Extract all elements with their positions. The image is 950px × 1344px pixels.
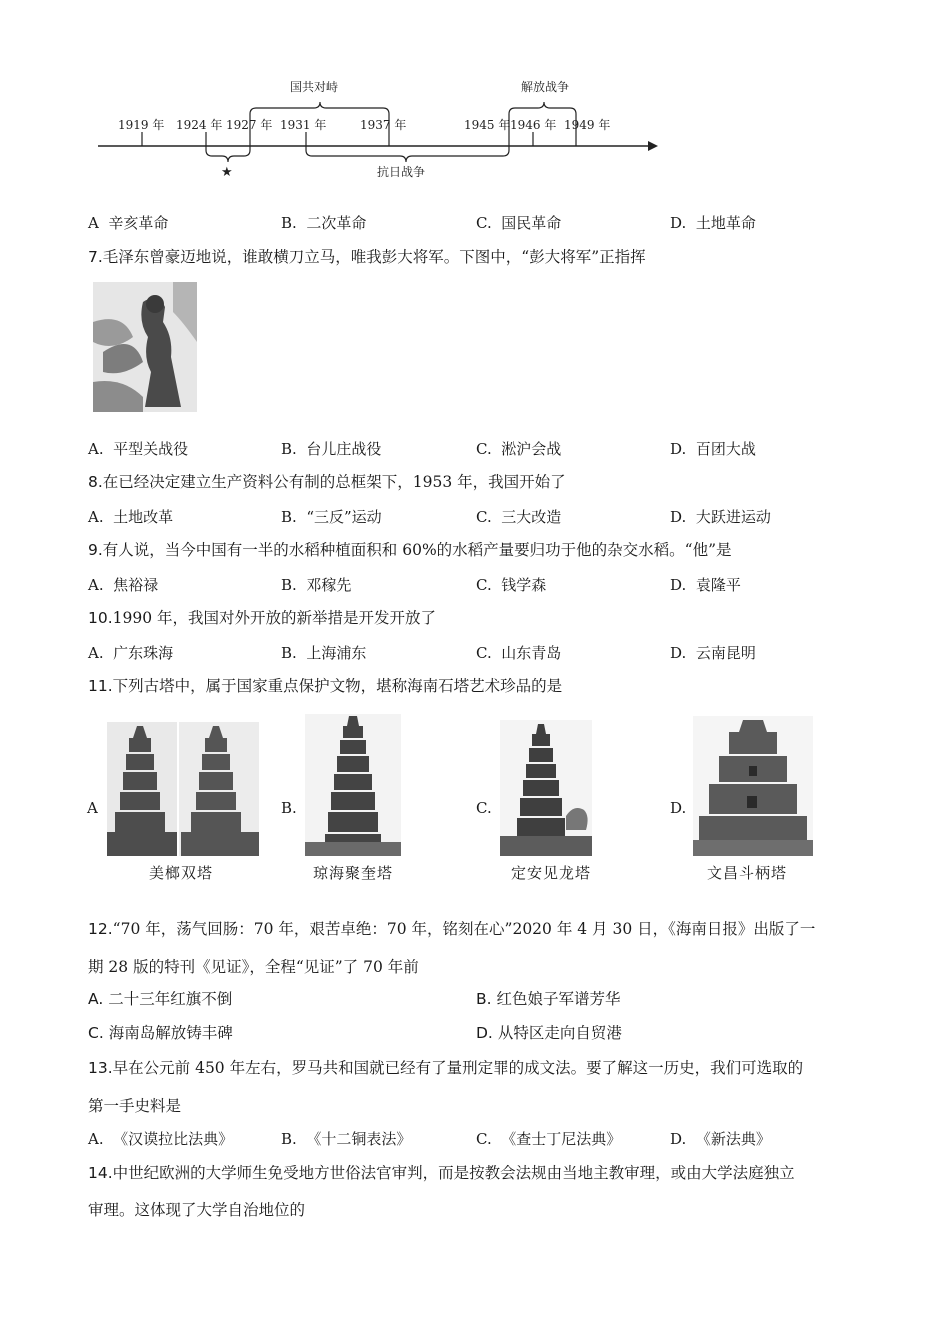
option-letter: C. [88,1024,104,1042]
q13-option-a[interactable] [88,1129,233,1149]
q11-stem [88,675,562,697]
qionghai-jukui-pagoda-image [305,714,401,856]
year-1924: 1924 年 [176,118,223,132]
q7-option-c[interactable] [476,439,561,459]
meilang-twin-pagoda-image [107,722,259,856]
option-text: 《查士丁尼法典》 [501,1130,622,1148]
option-letter: A. [88,990,104,1008]
option-text: 《汉谟拉比法典》 [113,1130,234,1148]
question-number: 7. [88,248,103,266]
peng-dehuai-photo [93,282,197,412]
option-letter: B. [281,508,297,526]
year-1945: 1945 年 [464,118,511,132]
year-1946: 1946 年 [510,118,557,132]
q14-stem-line2: 审理。这体现了大学自治地位的 [88,1201,306,1219]
question-text: 毛泽东曾豪迈地说，谁敢横刀立马，唯我彭大将军。下图中，“彭大将军”正指挥 [102,248,646,266]
year-1949: 1949 年 [564,118,611,132]
q8-option-d[interactable] [670,507,771,527]
option-letter: A. [88,576,104,594]
q12-stem-line1 [88,918,815,940]
question-text: 在已经决定建立生产资料公有制的总框架下，1953 年，我国开始了 [102,473,566,491]
option-letter: B. [281,1130,297,1148]
option-letter: B. [476,990,492,1008]
option-letter: C. [476,1130,492,1148]
q12-option-c[interactable] [88,1022,233,1044]
option-letter: C. [476,644,492,662]
star-marker: ★ [221,165,233,180]
q6-option-c[interactable] [476,213,561,233]
question-text: 下列古塔中，属于国家重点保护文物，堪称海南石塔艺术珍品的是 [112,677,563,695]
question-number: 13. [88,1059,113,1077]
option-letter: A. [88,508,104,526]
option-letter: D. [670,1130,687,1148]
option-letter: B. [281,576,297,594]
caption-wenchang: 文昌斗柄塔 [707,864,788,882]
option-text: 国民革命 [501,214,562,232]
q11-option-a-letter[interactable]: A [87,799,98,817]
q8-option-a[interactable] [88,507,173,527]
option-text: 淞沪会战 [501,440,562,458]
option-text: 钱学森 [501,576,547,594]
q6-option-d[interactable] [670,213,756,233]
q8-stem [88,471,566,493]
option-text: 袁隆平 [695,576,741,594]
q7-option-d[interactable] [670,439,756,459]
option-text: 百团大战 [695,440,756,458]
option-text: 红色娘子军谱芳华 [496,990,621,1008]
question-number: 9. [88,541,103,559]
q10-option-d[interactable] [670,643,756,663]
option-text: 《十二铜表法》 [306,1130,412,1148]
option-letter: A. [88,440,104,458]
question-number: 14. [88,1164,113,1182]
q7-option-a[interactable] [88,439,188,459]
q6-option-a[interactable] [88,213,168,233]
q13-stem-line1 [88,1057,803,1079]
option-text: 平型关战役 [113,440,189,458]
question-number: 8. [88,473,103,491]
option-letter: C. [476,440,492,458]
option-text: 上海浦东 [306,644,367,662]
option-letter: A. [88,1130,104,1148]
option-text: 焦裕禄 [113,576,159,594]
option-text: 三大改造 [501,508,562,526]
option-text: 土地革命 [695,214,756,232]
q14-stem-line1 [88,1162,795,1184]
q9-stem [88,539,732,561]
question-text: 1990 年，我国对外开放的新举措是开发开放了 [112,609,437,627]
option-text: 台儿庄战役 [306,440,382,458]
q12-stem-line2: 期 28 版的特刊《见证》，全程“见证”了 70 年前 [88,958,419,976]
option-text: 二次革命 [306,214,367,232]
option-letter: D. [670,214,687,232]
brace-label-civil-confrontation: 国共对峙 [290,80,339,94]
question-number: 12. [88,920,113,938]
q12-option-b[interactable] [476,988,621,1010]
caption-dingan: 定安见龙塔 [511,864,592,882]
option-text: 辛亥革命 [108,214,169,232]
option-text: 海南岛解放铸丰碑 [108,1024,233,1042]
option-text: “三反”运动 [306,508,382,526]
option-letter: D. [670,508,687,526]
question-text: 中世纪欧洲的大学师生免受地方世俗法官审判，而是按教会法规由当地主教审理，或由大学法庭独立 [112,1164,795,1182]
brace-label-liberation-war: 解放战争 [521,80,570,94]
q10-option-a[interactable] [88,643,173,663]
caption-qionghai: 琼海聚奎塔 [313,864,394,882]
year-1937: 1937 年 [360,118,407,132]
q11-option-b-letter[interactable]: B. [281,799,297,817]
q9-option-c[interactable] [476,575,546,595]
q8-option-b[interactable] [281,507,382,527]
option-letter: C. [476,508,492,526]
q13-option-d[interactable] [670,1129,771,1149]
option-letter: C. [476,214,492,232]
option-letter: A [88,214,99,232]
option-letter: D. [670,644,687,662]
q7-stem [88,246,646,268]
timeline-figure [90,70,670,185]
q10-stem [88,607,436,629]
q13-option-c[interactable] [476,1129,621,1149]
q13-stem-line2: 第一手史料是 [88,1097,182,1115]
option-text: 土地改革 [113,508,174,526]
q7-option-b[interactable] [281,439,381,459]
question-text: “70 年，荡气回肠：70 年，艰苦卓绝：70 年，铭刻在心”2020 年 4 月 30 日，《海南日报》出版了一 [112,920,816,938]
option-letter: D. [670,576,687,594]
q12-option-d[interactable] [476,1022,622,1044]
option-letter: D. [476,1024,493,1042]
option-text: 山东青岛 [501,644,562,662]
q8-option-c[interactable] [476,507,561,527]
option-text: 《新法典》 [695,1130,771,1148]
question-text: 有人说，当今中国有一半的水稻种植面积和 60%的水稻产量要归功于他的杂交水稻。“他”是 [102,541,732,559]
q10-option-c[interactable] [476,643,561,663]
option-text: 邓稼先 [306,576,352,594]
option-letter: B. [281,214,297,232]
year-1927: 1927 年 [226,118,273,132]
option-text: 从特区走向自贸港 [497,1024,622,1042]
option-letter: B. [281,440,297,458]
option-text: 广东珠海 [113,644,174,662]
option-text: 二十三年红旗不倒 [108,990,233,1008]
q12-option-a[interactable] [88,988,232,1010]
option-text: 云南昆明 [695,644,756,662]
option-text: 大跃进运动 [695,508,771,526]
brace-label-anti-japanese-war: 抗日战争 [377,165,426,179]
dingan-jianlong-pagoda-image [500,720,592,856]
q9-option-d[interactable] [670,575,741,595]
question-text: 早在公元前 450 年左右，罗马共和国就已经有了量刑定罪的成文法。要了解这一历史，我们可选取的 [112,1059,804,1077]
year-1919: 1919 年 [118,118,165,132]
q9-option-a[interactable] [88,575,158,595]
option-letter: C. [476,576,492,594]
question-number: 11. [88,677,113,695]
q11-option-d-letter[interactable]: D. [670,799,687,817]
q6-option-b[interactable] [281,213,366,233]
option-letter: B. [281,644,297,662]
q9-option-b[interactable] [281,575,351,595]
q11-option-c-letter[interactable]: C. [476,799,492,817]
q10-option-b[interactable] [281,643,366,663]
question-number: 10. [88,609,113,627]
year-1931: 1931 年 [280,118,327,132]
option-letter: A. [88,644,104,662]
q13-option-b[interactable] [281,1129,411,1149]
option-letter: D. [670,440,687,458]
caption-meilang: 美榔双塔 [149,864,214,882]
wenchang-doubing-pagoda-image [693,716,813,856]
